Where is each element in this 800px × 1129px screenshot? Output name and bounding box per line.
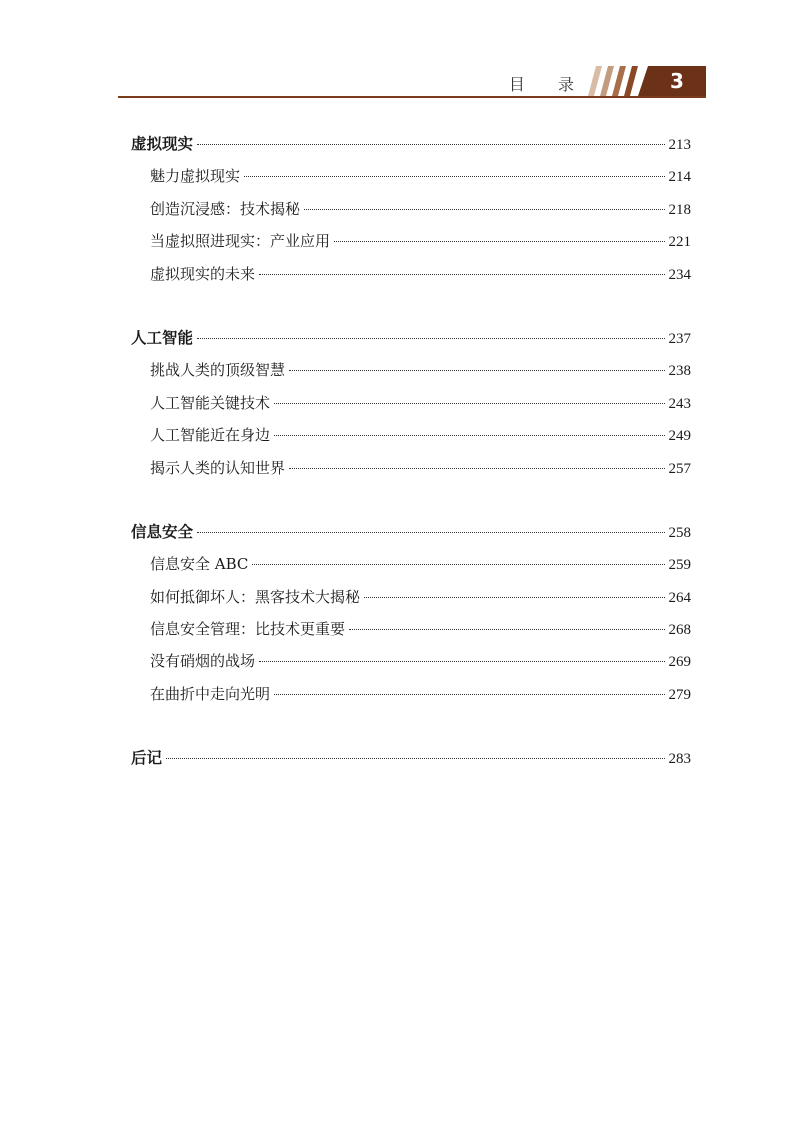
toc-entry-page-number: 257 — [668, 460, 691, 477]
toc-subentry[interactable] — [131, 452, 691, 484]
header-rule — [118, 96, 706, 98]
toc-subentry[interactable] — [131, 645, 691, 677]
toc-subentry[interactable] — [131, 613, 691, 645]
toc-subentry[interactable] — [131, 193, 691, 225]
toc-entry-page-number: 213 — [668, 137, 691, 153]
toc-entry-title: 虚拟现实 — [131, 135, 194, 153]
toc-entry-page-number: 234 — [668, 266, 691, 283]
toc-entry-title: 揭示人类的认知世界 — [150, 458, 286, 477]
toc-entry-page-number: 243 — [668, 395, 691, 412]
toc-entry-page-number: 221 — [668, 234, 691, 251]
toc-entry-title: 挑战人类的顶级智慧 — [150, 361, 286, 380]
toc-entry-page-number: 237 — [668, 330, 691, 347]
toc-entry-page-number: 258 — [668, 524, 691, 541]
toc-entry-title: 在曲折中走向光明 — [150, 684, 271, 703]
page-number: 3 — [670, 69, 684, 93]
toc-subentry[interactable] — [131, 258, 691, 290]
toc-entry-title: 人工智能 — [131, 328, 194, 347]
toc-subentry[interactable] — [131, 419, 691, 451]
toc-section — [131, 742, 691, 774]
toc-entry-page-number: 259 — [668, 557, 691, 574]
toc-subentry[interactable] — [131, 678, 691, 710]
dot-leader — [289, 370, 664, 371]
dot-leader — [304, 209, 664, 210]
toc-entry-title: 信息安全 ABC — [150, 555, 249, 574]
toc-entry-title: 创造沉浸感：技术揭秘 — [150, 199, 301, 218]
toc-section — [131, 516, 691, 710]
toc-entry-page-number: 238 — [668, 363, 691, 380]
toc-entry-page-number: 268 — [668, 622, 691, 639]
toc-entry-title: 魅力虚拟现实 — [150, 167, 241, 186]
dot-leader — [259, 661, 664, 662]
toc-chapter-entry[interactable] — [131, 322, 691, 354]
dot-leader — [274, 403, 664, 404]
dot-leader — [197, 532, 664, 533]
toc-entry-title: 人工智能关键技术 — [150, 393, 271, 412]
toc-subentry[interactable] — [131, 354, 691, 386]
dot-leader — [274, 435, 664, 436]
dot-leader — [259, 274, 664, 275]
dot-leader — [244, 176, 664, 177]
toc-entry-title: 如何抵御坏人：黑客技术大揭秘 — [150, 587, 361, 606]
dot-leader — [252, 564, 664, 565]
toc-section — [131, 322, 691, 484]
toc-entry-title: 信息安全管理：比技术更重要 — [150, 620, 346, 639]
dot-leader — [334, 241, 664, 242]
dot-leader — [349, 629, 664, 630]
toc-entry-page-number: 264 — [668, 589, 691, 606]
toc-chapter-entry[interactable] — [131, 516, 691, 548]
toc-entry-page-number: 269 — [668, 654, 691, 671]
toc-entry-page-number: 218 — [668, 201, 691, 218]
dot-leader — [166, 758, 664, 759]
header-stripes-decoration — [584, 66, 640, 96]
dot-leader — [197, 144, 664, 145]
toc-chapter-entry[interactable] — [131, 742, 691, 774]
dot-leader — [197, 338, 664, 339]
toc-subentry[interactable] — [131, 160, 691, 192]
header-title: 目 录 — [508, 75, 588, 94]
dot-leader — [364, 597, 664, 598]
toc-subentry[interactable] — [131, 387, 691, 419]
dot-leader — [289, 468, 664, 469]
toc-entry-title: 虚拟现实的未来 — [150, 264, 256, 283]
toc-entry-title: 当虚拟照进现实：产业应用 — [150, 232, 331, 251]
dot-leader — [274, 694, 664, 695]
toc-entry-title: 信息安全 — [131, 522, 194, 541]
page-header — [118, 66, 706, 98]
toc-subentry[interactable] — [131, 581, 691, 613]
toc-chapter-entry[interactable] — [131, 128, 691, 160]
toc-entry-title: 人工智能近在身边 — [150, 426, 271, 445]
toc-entry-title: 后记 — [131, 749, 163, 768]
toc-subentry[interactable] — [131, 225, 691, 257]
toc-entry-page-number: 279 — [668, 686, 691, 703]
toc-entry-page-number: 249 — [668, 428, 691, 445]
toc-entry-page-number: 214 — [668, 169, 691, 186]
table-of-contents — [131, 128, 691, 807]
toc-section — [131, 128, 691, 290]
toc-entry-title: 没有硝烟的战场 — [150, 652, 256, 671]
toc-entry-page-number: 283 — [668, 751, 691, 768]
toc-subentry[interactable] — [131, 548, 691, 580]
